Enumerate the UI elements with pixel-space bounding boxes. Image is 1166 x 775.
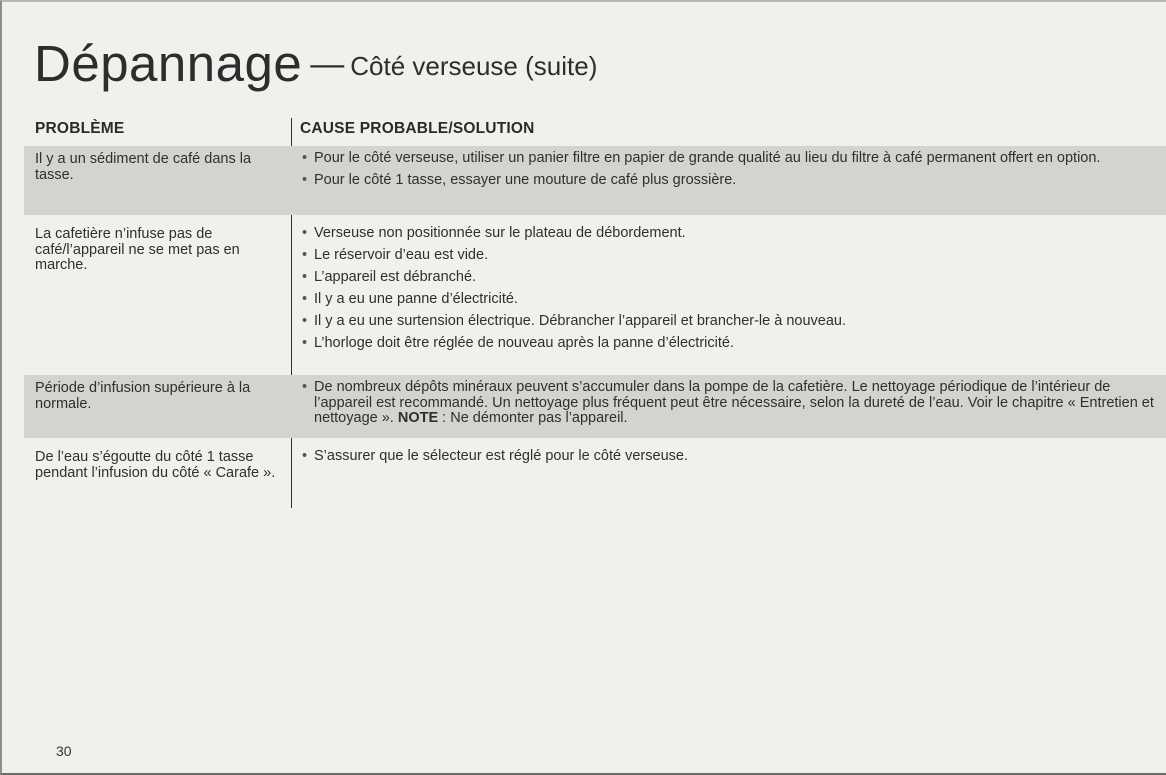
title-subtitle: Côté verseuse (suite) — [350, 51, 598, 81]
solution-list — [300, 226, 1158, 358]
solution-item — [300, 380, 1158, 427]
table-row — [24, 146, 1166, 215]
table-row — [24, 375, 1166, 438]
title-main: Dépannage — [34, 35, 303, 92]
table-row — [24, 221, 1166, 376]
solution-item: • Il y a eu une surtension électrique. Débrancher l’appareil et brancher-le à nouveau. — [300, 314, 1158, 330]
solution-item: • L’appareil est débranché. — [300, 270, 1158, 286]
solution-list — [300, 449, 1158, 471]
note-text: : Ne démonter pas l’appareil. — [438, 410, 628, 426]
solution-item: • Pour le côté 1 tasse, essayer une mouture de café plus grossière. — [300, 173, 1158, 189]
solution-item: • Il y a eu une panne d’électricité. — [300, 292, 1158, 308]
page-number: 30 — [56, 743, 72, 759]
title-dash: — — [310, 45, 345, 83]
column-header-problem: PROBLÈME — [35, 120, 125, 137]
solution-list — [300, 151, 1158, 195]
table-row — [24, 444, 1166, 510]
problem-cell: Il y a un sédiment de café dans la tasse. — [35, 151, 252, 183]
solution-text: De nombreux dépôts minéraux peuvent s’accumuler dans la pompe de la cafetière. Le nettoyage périodique de l’intérieur de l’appareil est recommandé. Un nettoyage plus fréquent peut être nécessaire, selon la dureté de l’eau. Voir le chapitre « Entretien et nettoyage ». — [314, 379, 1154, 426]
solution-list — [300, 380, 1158, 433]
solution-item: • L’horloge doit être réglée de nouveau après la panne d’électricité. — [300, 336, 1158, 352]
solution-item: • Pour le côté verseuse, utiliser un panier filtre en papier de grande qualité au lieu du filtre à café permanent offert en option. — [300, 151, 1158, 167]
page-title — [34, 34, 597, 93]
solution-item: • Verseuse non positionnée sur le plateau de débordement. — [300, 226, 1158, 242]
note-keyword: NOTE — [397, 410, 439, 426]
column-header-solution: CAUSE PROBABLE/SOLUTION — [300, 120, 535, 137]
problem-cell: De l’eau s’égoutte du côté 1 tasse pendant l’infusion du côté « Carafe ». — [35, 449, 276, 481]
solution-item: • Le réservoir d’eau est vide. — [300, 248, 1158, 264]
solution-item: • S’assurer que le sélecteur est réglé pour le côté verseuse. — [300, 449, 1158, 465]
problem-cell: Période d’infusion supérieure à la normale. — [35, 380, 251, 412]
problem-cell: La cafetière n’infuse pas de café/l’appareil ne se met pas en marche. — [35, 226, 240, 273]
